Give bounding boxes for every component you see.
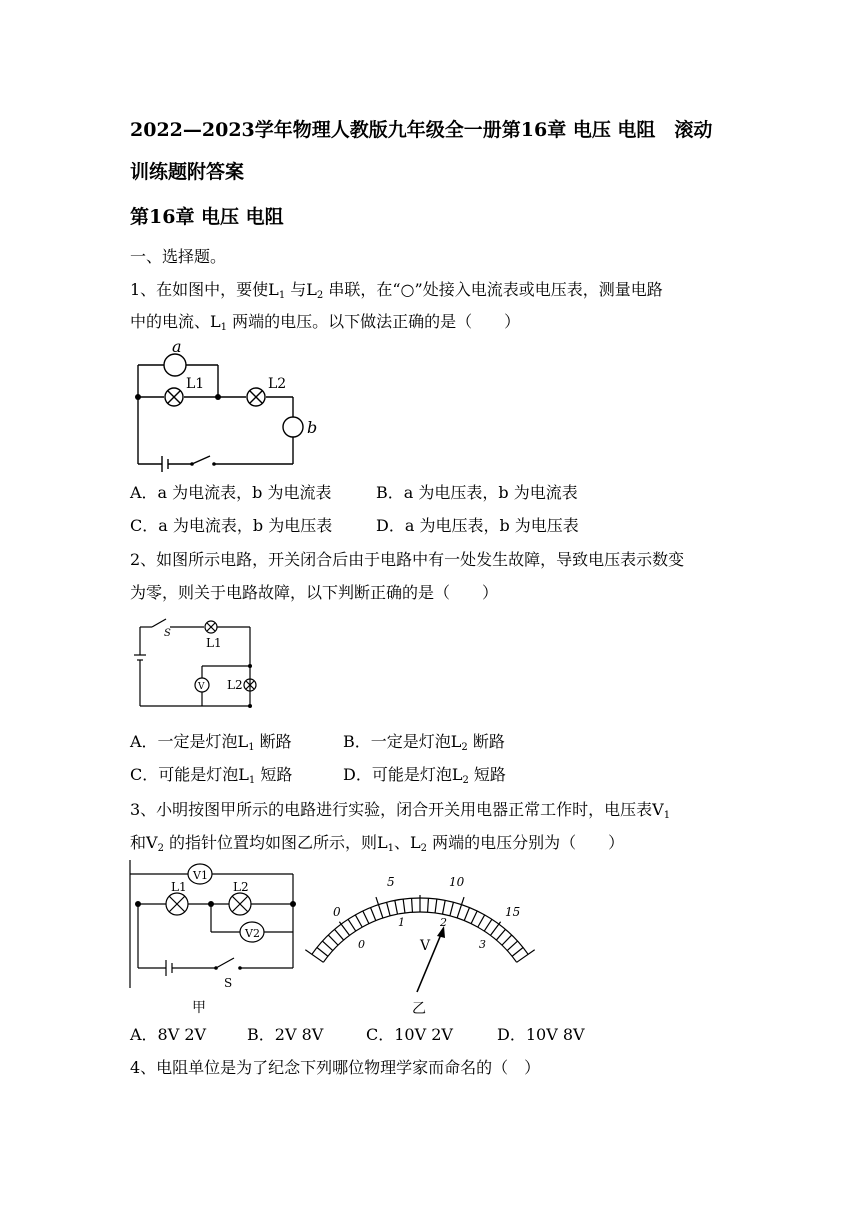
q1-option-a[interactable]: A．a 为电流表，b 为电流表 bbox=[130, 483, 332, 502]
dial-tick bbox=[484, 919, 492, 931]
dial-tick bbox=[363, 911, 369, 924]
q3-label-v2: V2 bbox=[245, 927, 260, 940]
dial-tick bbox=[403, 899, 405, 913]
dial-tick bbox=[512, 948, 523, 957]
q2-option-d[interactable]: D．可能是灯泡$L_2$ 短路 bbox=[343, 765, 506, 786]
q2-option-b[interactable]: B．一定是灯泡$L_2$ 断路 bbox=[343, 732, 505, 753]
q2-label-v: V bbox=[198, 682, 205, 692]
chapter-heading: 第16章 电压 电阻 bbox=[130, 206, 284, 228]
q1-stem-line-2: 中的电流、$L_1$ 两端的电压。以下做法正确的是（ ） bbox=[130, 312, 521, 333]
dial-tick bbox=[376, 897, 383, 918]
dial-inner-0: 0 bbox=[358, 938, 365, 951]
q1-label-b: b bbox=[307, 418, 318, 437]
dial-tick bbox=[339, 922, 349, 936]
dial-tick bbox=[464, 908, 469, 921]
q1-option-c[interactable]: C．a 为电流表，b 为电压表 bbox=[130, 516, 333, 535]
q3-label-v1: V1 bbox=[193, 869, 208, 882]
section-heading: 一、选择题。 bbox=[130, 247, 227, 266]
dial-outer-0: 0 bbox=[333, 905, 341, 919]
dial-outer-10: 10 bbox=[449, 875, 465, 889]
q2-stem-line-1: 2、如图所示电路，开关闭合后由于电路中有一处发生故障，导致电压表示数变 bbox=[130, 550, 685, 569]
dial-tick bbox=[322, 941, 332, 950]
q1-stem-line-1: 1、在如图中，要使$L_1$ 与$L_2$ 串联，在“○”处接入电流表或电压表，测量电路 bbox=[130, 280, 663, 301]
q3-stem-line-2: 和$V_2$ 的指针位置均如图乙所示，则$L_1$、$L_2$ 两端的电压分别为（ ） bbox=[130, 833, 625, 854]
q1-label-l1: L1 bbox=[186, 376, 205, 392]
dial-tick bbox=[348, 919, 356, 931]
q3-option-c[interactable]: C．10V 2V bbox=[366, 1025, 453, 1044]
dial-tick bbox=[502, 935, 512, 945]
q3-label-l2: L2 bbox=[233, 880, 249, 894]
dial-tick bbox=[371, 908, 376, 921]
q3-option-b[interactable]: B．2V 8V bbox=[247, 1025, 324, 1044]
q2-option-c[interactable]: C．可能是灯泡$L_1$ 短路 bbox=[130, 765, 293, 786]
dial-tick bbox=[443, 900, 446, 914]
q3-label-s: S bbox=[224, 976, 233, 990]
dial-tick bbox=[450, 902, 454, 916]
q1-circuit-figure bbox=[130, 337, 330, 470]
dial-tick bbox=[428, 898, 429, 912]
dial-tick bbox=[457, 897, 464, 918]
dial-tick bbox=[355, 915, 362, 927]
q2-label-l1: L1 bbox=[206, 636, 222, 650]
dial-outer-15: 15 bbox=[505, 905, 521, 919]
q3-figure-yi-voltmeter-dial bbox=[315, 870, 525, 1020]
dial-unit: V bbox=[420, 938, 431, 954]
dial-inner-2: 2 bbox=[440, 916, 447, 929]
dial-tick bbox=[412, 898, 413, 912]
dial-tick bbox=[435, 899, 437, 913]
q1-label-l2: L2 bbox=[268, 376, 287, 392]
document-title-line-1: 2022—2023学年物理人教版九年级全一册第16章 电压 电阻 滚动 bbox=[130, 119, 713, 141]
dial-tick bbox=[387, 902, 391, 916]
q3-caption-yi: 乙 bbox=[412, 1001, 426, 1017]
q3-label-l1: L1 bbox=[171, 880, 187, 894]
q2-label-s: S bbox=[164, 628, 171, 639]
dial-tick bbox=[471, 911, 477, 924]
dial-tick bbox=[507, 941, 517, 950]
q1-option-d[interactable]: D．a 为电压表，b 为电压表 bbox=[376, 516, 579, 535]
document-title-line-2: 训练题附答案 bbox=[130, 161, 245, 183]
dial-tick bbox=[335, 929, 344, 940]
q3-figure-jia bbox=[130, 860, 300, 1020]
dial-tick bbox=[328, 935, 338, 945]
q2-label-l2: L2 bbox=[227, 678, 243, 692]
q2-option-a[interactable]: A．一定是灯泡$L_1$ 断路 bbox=[130, 732, 292, 753]
dial-inner-1: 1 bbox=[398, 916, 405, 929]
q3-option-a[interactable]: A．8V 2V bbox=[130, 1025, 207, 1044]
q3-caption-jia: 甲 bbox=[192, 1000, 206, 1016]
q4-stem-line-1: 4、电阻单位是为了纪念下列哪位物理学家而命名的（ ） bbox=[130, 1058, 541, 1077]
dial-outer-5: 5 bbox=[387, 875, 395, 889]
q2-circuit-figure bbox=[130, 612, 260, 712]
dial-tick bbox=[395, 900, 398, 914]
q1-option-b[interactable]: B．a 为电压表，b 为电流表 bbox=[376, 483, 578, 502]
dial-tick bbox=[478, 915, 485, 927]
q3-stem-line-1: 3、小明按图甲所示的电路进行实验，闭合开关用电器正常工作时，电压表$V_1$ bbox=[130, 800, 671, 821]
dial-tick bbox=[490, 922, 500, 936]
q2-stem-line-2: 为零，则关于电路故障，以下判断正确的是（ ） bbox=[130, 583, 499, 602]
dial-tick bbox=[317, 948, 328, 957]
q1-label-a: a bbox=[172, 337, 182, 356]
dial-tick bbox=[496, 929, 505, 940]
q3-option-d[interactable]: D．10V 8V bbox=[497, 1025, 585, 1044]
dial-inner-3: 3 bbox=[479, 938, 486, 951]
